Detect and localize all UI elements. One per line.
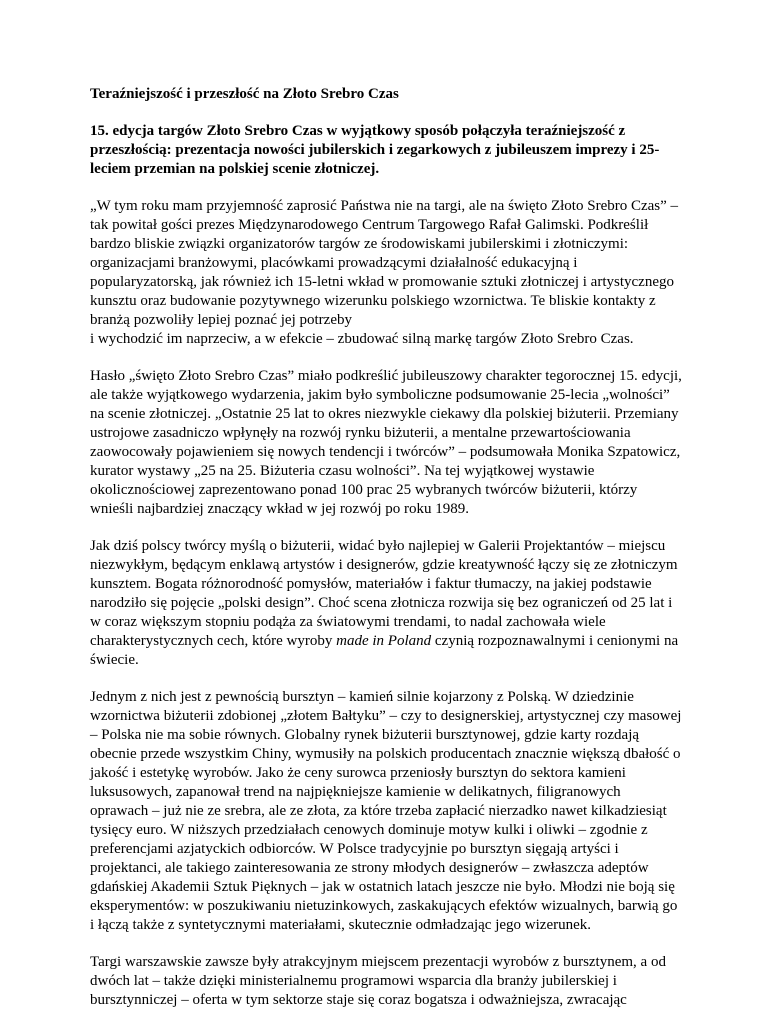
paragraph-3 [90, 537, 682, 670]
paragraph-2: Hasło „święto Złoto Srebro Czas” miało podkreślić jubileuszowy charakter tegorocznej 15. edycji, ale także wyjątkowego wydarzenia, jakim było symboliczne podsumowanie 25-lecia „wolności” na scenie złotniczej. „Ostatnie 25 lat to okres niezwykle ciekawy dla polskiej biżuterii. Przemiany ustrojowe zasadniczo wpłynęły na rozwój rynku biżuterii, a mentalne przewartościowania zaowocowały pojawieniem się nowych tendencji i twórców” – podsumowała Monika Szpatowicz, kurator wystawy „25 na 25. Biżuteria czasu wolności”. Na tej wyjątkowej wystawie okolicznościowej zaprezentowano ponad 100 prac 25 wybranych twórców biżuterii, którzy wnieśli najbardziej znaczący wkład w jej rozwój po roku 1989. [90, 368, 682, 517]
document-lead: 15. edycja targów Złoto Srebro Czas w wyjątkowy sposób połączyła teraźniejszość z przeszłością: prezentacja nowości jubilerskich i zegarkowych z jubileuszem imprezy i 25-leciem przemian na polskiej scenie złotniczej. [90, 123, 660, 177]
paragraph-3-text-a: Jak dziś polscy twórcy myślą o biżuterii, widać było najlepiej w Galerii Projektantów – miejscu niezwykłym, będącym enklawą artystów i designerów, gdzie kreatywność łączy się ze złotniczym kunsztem. Bogata różnorodność pomysłów, materiałów i faktur tłumaczy, na jakiej podstawie narodziło się pojęcie „polski design”. Choć scena złotnicza rozwija się bez ograniczeń od 25 lat i w coraz większym stopniu podąża za światowymi trendami, to nadal zachowała wiele charakterystycznych cech, które wyroby [90, 538, 678, 649]
paragraph-3-text-b: czynią rozpoznawalnymi i cenionymi na świecie. [90, 633, 679, 668]
paragraph-1-end: i wychodzić im naprzeciw, a w efekcie – zbudować silną markę targów Złoto Srebro Czas. [90, 331, 634, 347]
paragraph-1-text: „W tym roku mam przyjemność zaprosić Państwa nie na targi, ale na święto Złoto Srebro Czas” – tak powitał gości prezes Międzynarodowego Centrum Targowego Rafał Galimski. Podkreślił bardzo bliskie związki organizatorów targów ze środowiskami jubilerskimi i złotniczymi: organizacjami branżowymi, placówkami prowadzącymi działalność edukacyjną i popularyzatorską, jak również ich 15-letni wkład w promowanie sztuki złotniczej i artystycznego kunsztu oraz budowanie pozytywnego wizerunku polskiego wzornictwa. Te bliskie kontakty z branżą pozwoliły lepiej poznać jej potrzeby [90, 198, 679, 328]
paragraph-1 [90, 197, 682, 349]
document-page [90, 85, 682, 1028]
paragraph-5: Targi warszawskie zawsze były atrakcyjnym miejscem prezentacji wyrobów z bursztynem, a od dwóch lat – także dzięki ministerialnemu programowi wsparcia dla branży jubilerskiej i bursztynniczej – oferta w tym sektorze staje się coraz bogatsza i odważniejsza, zwracając [90, 954, 666, 1008]
paragraph-3-emphasis: made in Poland [336, 633, 432, 649]
paragraph-4: Jednym z nich jest z pewnością bursztyn – kamień silnie kojarzony z Polską. W dziedzinie wzornictwa biżuterii zdobionej „złotem Bałtyku” – czy to designerskiej, artystycznej czy masowej – Polska nie ma sobie równych. Globalny rynek biżuterii bursztynowej, gdzie karty rozdają obecnie przede wszystkim Chiny, wymusiły na polskich producentach znacznie większą dbałość o jakość i estetykę wyrobów. Jako że ceny surowca przeniosły bursztyn do sektora kamieni luksusowych, zapanował trend na najpiękniejsze kamienie w delikatnych, filigranowych oprawach – już nie ze srebra, ale ze złota, za które trzeba zapłacić nierzadko nawet kilkadziesiąt tysięcy euro. W niższych przedziałach cenowych dominuje motyw kulki i oliwki – zgodnie z preferencjami azjatyckich odbiorców. W Polsce tradycyjnie po bursztyn sięgają artyści i projektanci, ale takiego zainteresowania ze strony młodych designerów – zwłaszcza adeptów gdańskiej Akademii Sztuk Pięknych – jak w ostatnich latach jeszcze nie było. Młodzi nie boją się eksperymentów: w poszukiwaniu nietuzinkowych, zaskakujących efektów wizualnych, barwią go i łączą także z syntetycznymi materiałami, skutecznie odmładzając jego wizerunek. [90, 689, 682, 933]
document-title: Teraźniejszość i przeszłość na Złoto Srebro Czas [90, 86, 399, 102]
